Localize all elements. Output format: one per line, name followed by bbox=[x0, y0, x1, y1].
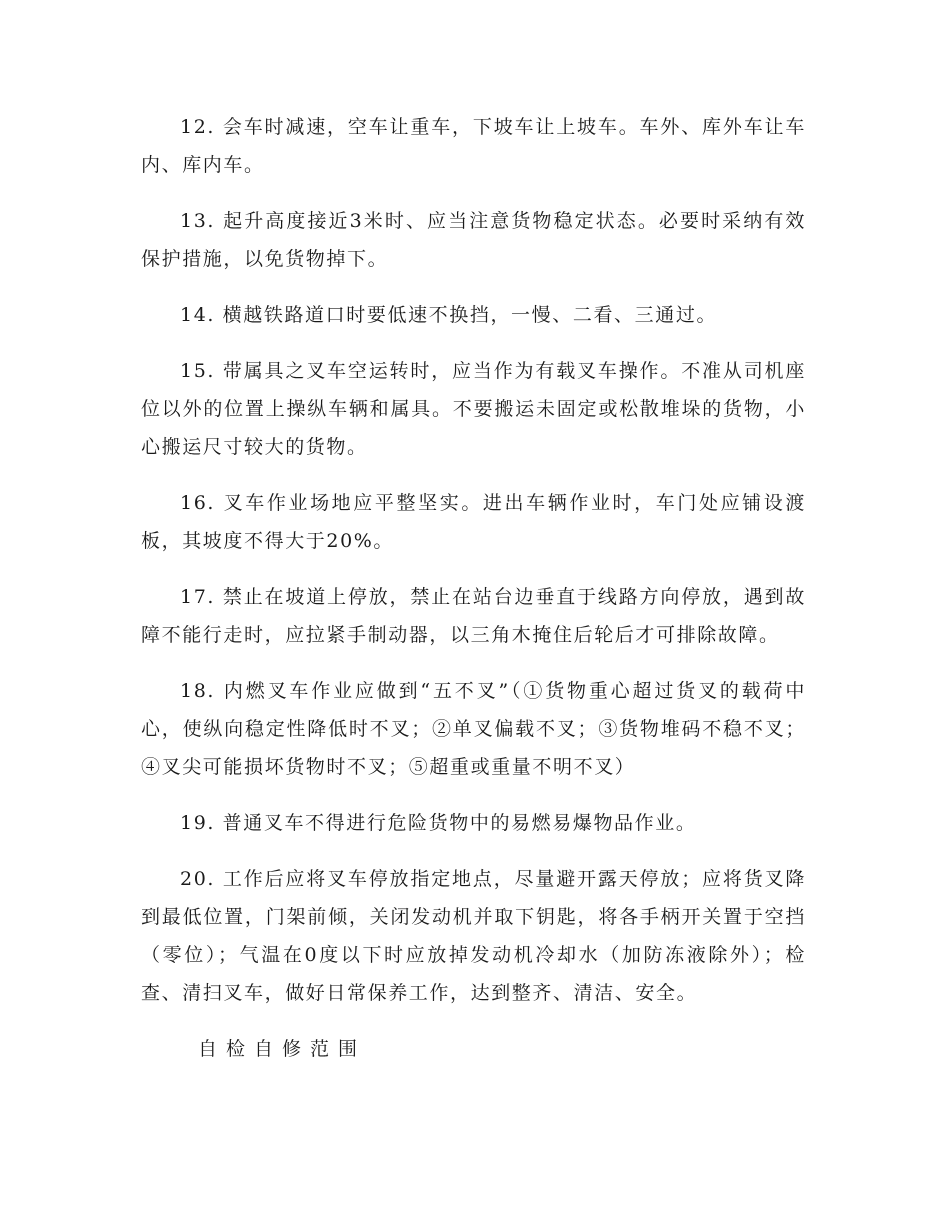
paragraph-item-14: 14. 横越铁路道口时要低速不换挡，一慢、二看、三通过。 bbox=[180, 304, 718, 326]
paragraph-item-16: 16. 叉车作业场地应平整坚实。进出车辆作业时，车门处应铺设渡板，其坡度不得大于20%。 bbox=[141, 492, 806, 552]
paragraph-item-19: 19. 普通叉车不得进行危险货物中的易燃易爆物品作业。 bbox=[180, 812, 697, 834]
paragraph-item-18: 18. 内燃叉车作业应做到“五不叉”（①货物重心超过货叉的载荷中心，使纵向稳定性降低时不叉；②单叉偏载不叉；③货物堆码不稳不叉；④叉尖可能损坏货物时不叉；⑤超重或重量不明不叉） bbox=[141, 680, 806, 778]
document-body bbox=[141, 108, 806, 1068]
section-heading: 自检自修范围 bbox=[198, 1038, 367, 1060]
paragraph-item-12: 12. 会车时减速，空车让重车，下坡车让上坡车。车外、库外车让车内、库内车。 bbox=[141, 116, 806, 176]
paragraph-item-20: 20. 工作后应将叉车停放指定地点，尽量避开露天停放；应将货叉降到最低位置，门架前倾，关闭发动机并取下钥匙，将各手柄开关置于空挡（零位）；气温在0度以下时应放掉发动机冷却水（加防冻液除外）；检查、清扫叉车，做好日常保养工作，达到整齐、清洁、安全。 bbox=[141, 868, 806, 1004]
paragraph-item-15: 15. 带属具之叉车空运转时，应当作为有载叉车操作。不准从司机座位以外的位置上操纵车辆和属具。不要搬运未固定或松散堆垛的货物，小心搬运尺寸较大的货物。 bbox=[141, 360, 806, 458]
paragraph-item-13: 13. 起升高度接近3米时、应当注意货物稳定状态。必要时采纳有效保护措施，以免货物掉下。 bbox=[141, 210, 806, 270]
paragraph-item-17: 17. 禁止在坡道上停放，禁止在站台边垂直于线路方向停放，遇到故障不能行走时，应拉紧手制动器，以三角木掩住后轮后才可排除故障。 bbox=[141, 586, 806, 646]
